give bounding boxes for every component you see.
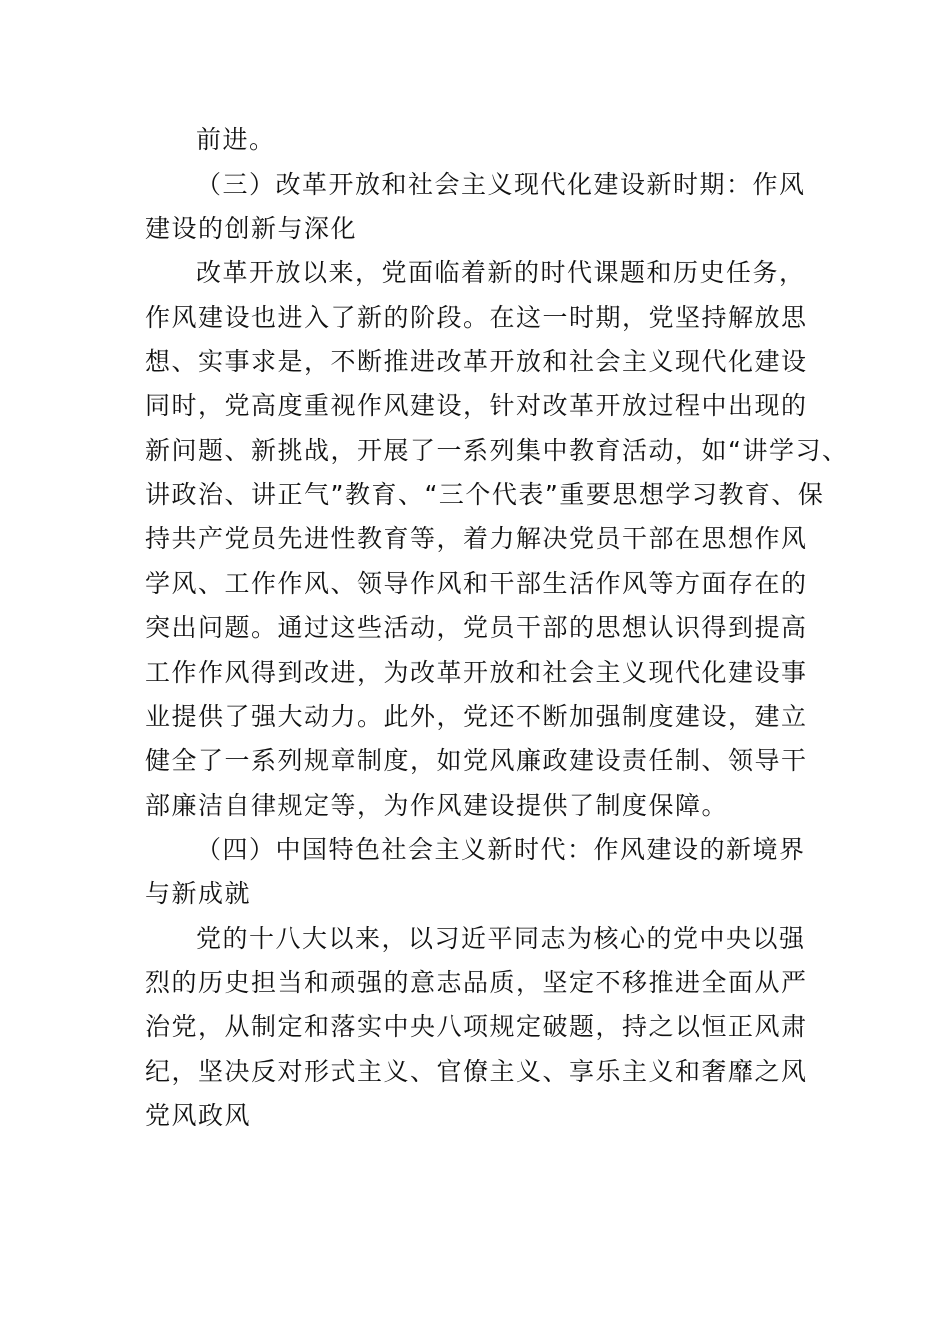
paragraph-line: 健全了一系列规章制度，如党风廉政建设责任制、领导干 xyxy=(145,746,808,775)
paragraph-line: 持共产党员先进性教育等，着力解决党员干部在思想作风 xyxy=(145,524,808,553)
section-heading-continued: 建设的创新与深化 xyxy=(145,214,358,243)
paragraph-line: 突出问题。通过这些活动，党员干部的思想认识得到提高 xyxy=(145,613,808,642)
paragraph-line: 工作作风得到改进，为改革开放和社会主义现代化建设事 xyxy=(145,658,808,687)
paragraph-line: 业提供了强大动力。此外，党还不断加强制度建设，建立 xyxy=(145,702,808,731)
paragraph-line: 烈的历史担当和顽强的意志品质，坚定不移推进全面从严 xyxy=(145,968,808,997)
paragraph-line: 想、实事求是，不断推进改革开放和社会主义现代化建设 xyxy=(145,347,808,376)
paragraph-line: 党风政风 xyxy=(145,1101,252,1130)
paragraph-line: 改革开放以来，党面临着新的时代课题和历史任务， xyxy=(196,258,806,287)
paragraph-line: 纪，坚决反对形式主义、官僚主义、享乐主义和奢靡之风 xyxy=(145,1057,808,1086)
paragraph-line: 同时，党高度重视作风建设，针对改革开放过程中出现的 xyxy=(145,391,808,420)
section-heading: （四）中国特色社会主义新时代：作风建设的新境界 xyxy=(196,835,806,864)
paragraph-line: 讲政治、讲正气”教育、“三个代表”重要思想学习教育、保 xyxy=(145,480,825,509)
paragraph-line: 部廉洁自律规定等，为作风建设提供了制度保障。 xyxy=(145,791,729,820)
text-line: 前进。 xyxy=(196,125,276,154)
section-heading: （三）改革开放和社会主义现代化建设新时期：作风 xyxy=(196,170,806,199)
paragraph-line: 作风建设也进入了新的阶段。在这一时期，党坚持解放思 xyxy=(145,303,808,332)
paragraph-line: 新问题、新挑战，开展了一系列集中教育活动，如“讲学习、 xyxy=(145,436,849,465)
paragraph-line: 学风、工作作风、领导作风和干部生活作风等方面存在的 xyxy=(145,569,808,598)
paragraph-line: 治党，从制定和落实中央八项规定破题，持之以恒正风肃 xyxy=(145,1012,808,1041)
section-heading-continued: 与新成就 xyxy=(145,879,252,908)
paragraph-line: 党的十八大以来，以习近平同志为核心的党中央以强 xyxy=(196,924,806,953)
